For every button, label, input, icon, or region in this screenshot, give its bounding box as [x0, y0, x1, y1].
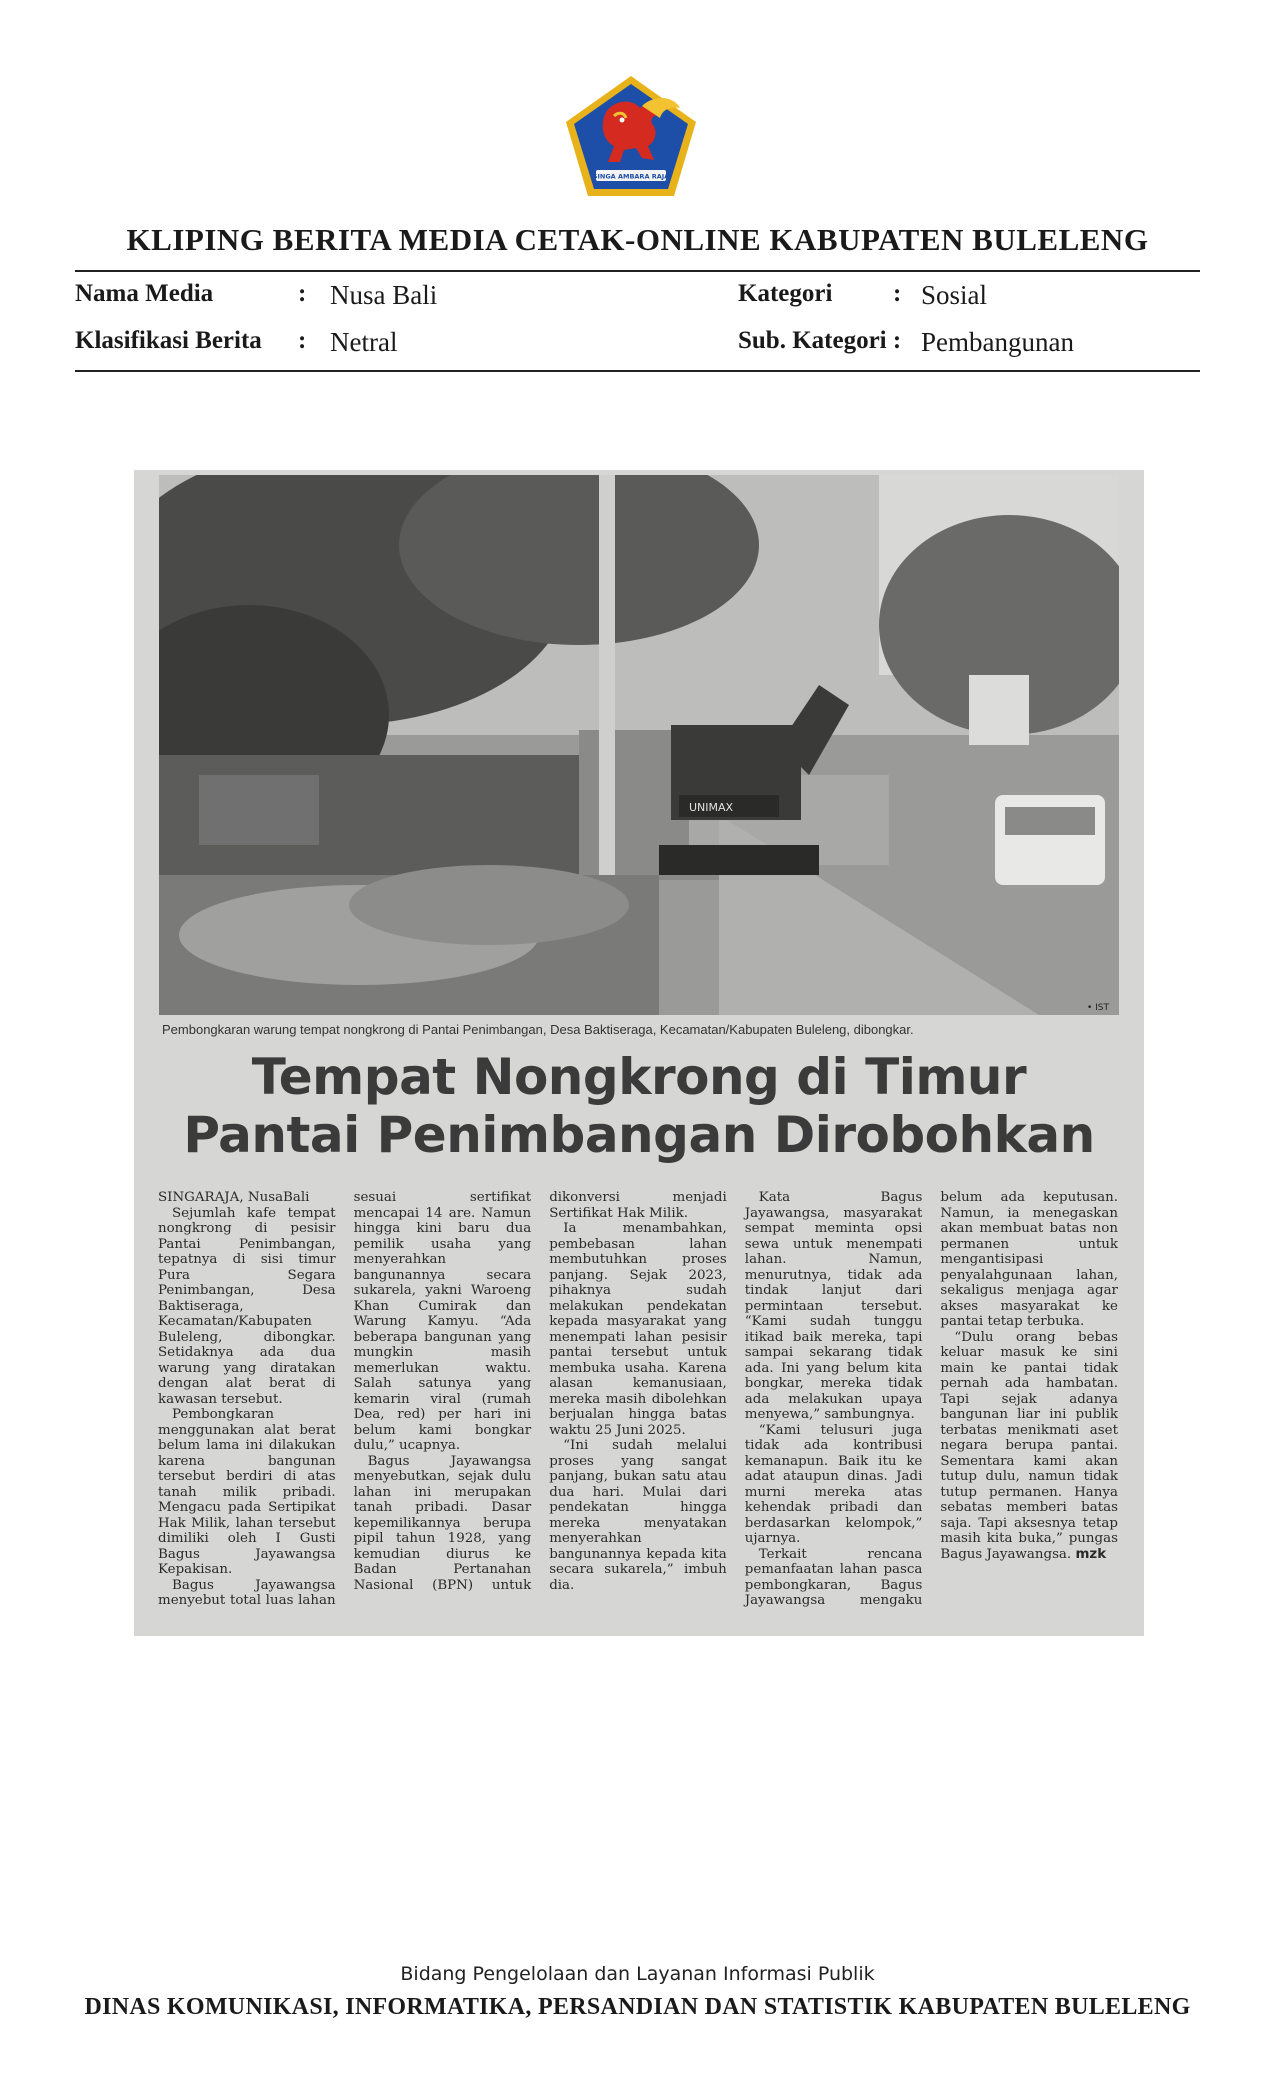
kategori-colon: :: [893, 280, 902, 307]
article-paragraph: “Ini sudah melalui proses yang sangat panjang, bukan satu atau dua hari. Mulai dari pendekatan hingga mereka menyatakan menyerahkan bangunannya kepada kita secara sukarela,” imbuh dia.: [549, 1438, 727, 1593]
nama-media-label: Nama Media: [75, 280, 214, 307]
header-rule-bottom: [75, 370, 1200, 372]
demolition-photo: [159, 475, 1119, 1015]
document-title: KLIPING BERITA MEDIA CETAK-ONLINE KABUPATEN BULELENG: [126, 222, 1149, 257]
article-paragraph: Kata Bagus Jayawangsa, masyarakat sempat meminta opsi sewa untuk menempati lahan. Namun, menurutnya, tidak ada tindak lanjut dari permintaan tersebut. “Kami sudah tunggu itikad baik mereka, tapi sampai sekarang tidak ada. Ini yang belum kita bongkar, mereka tidak ada melakukan upaya menyewa,” sambungnya.: [744, 1190, 923, 1422]
klasifikasi-value: Netral: [330, 327, 398, 357]
article-paragraph: Bagus Jayawangsa menyebut total luas lahan sesuai sertifikat mencapai 14 are. Namun hingga kini baru dua pemilik usaha yang menyerahkan bangunannya secara sukarela, yakni Waroeng Khan Cumirak dan Warung Kamyu. “Ada beberapa bangunan yang mungkin masih memerlukan waktu. Salah satunya yang kemarin viral (rumah Dea, red) per hari ini belum kami bongkar dulu,” ucapnya.: [158, 1190, 532, 1608]
kategori-value: Sosial: [921, 280, 988, 310]
nama-media-colon: :: [298, 280, 307, 307]
article-dateline: SINGARAJA, NusaBali: [158, 1190, 310, 1205]
article-paragraph: Terkait rencana pemanfaatan lahan pasca pembongkaran, Bagus Jayawangsa mengaku belum ada keputusan. Namun, ia menegaskan akan membuat batas non permanen untuk mengantisipasi penyalahgunaan lahan, sekaligus menjaga agar akses masyarakat ke pantai tetap terbuka.: [744, 1190, 1118, 1608]
article-paragraph: “Dulu orang bebas keluar masuk ke sini main ke pantai tidak pernah ada hambatan. Tapi sejak adanya bangunan liar ini publik terbatas menikmati aset negara berupa pantai. Sementara kami akan tutup dulu, namun tidak tutup permanen. Hanya sebatas memberi batas saja. Tapi aksesnya tetap masih kita buka,” pungas Bagus Jayawangsa. mzk: [940, 1329, 1118, 1562]
sub-kategori-label: Sub. Kategori :: [738, 327, 902, 354]
footer-agency: DINAS KOMUNIKASI, INFORMATIKA, PERSANDIAN DAN STATISTIK KABUPATEN BULELENG: [84, 1994, 1191, 2020]
excavator-brand: UNIMAX: [689, 801, 734, 814]
article-paragraph: Sejumlah kafe tempat nongkrong di pesisir Pantai Penimbangan, tepatnya di sisi timur Pura Segara Penimbangan, Desa Baktiseraga, Kecamatan/Kabupaten Buleleng, dibongkar. Setidaknya ada dua warung yang diratakan dengan alat berat di kawasan tersebut.: [158, 1205, 336, 1407]
footer-division: Bidang Pengelolaan dan Layanan Informasi Publik: [400, 1963, 875, 1985]
newspaper-clipping: [134, 470, 1144, 1636]
emblem-motto: SINGA AMBARA RAJA: [592, 172, 670, 181]
author-signature: mzk: [1075, 1546, 1107, 1562]
sub-kategori-value: Pembangunan: [921, 327, 1074, 357]
article-paragraph: Bagus Jayawangsa menyebutkan, sejak dulu lahan ini merupakan tanah pribadi. Dasar kepemilikannya berupa pipil tahun 1928, yang kemudian diurus ke Badan Pertanahan Nasional (BPN) untuk dikonversi menjadi Sertifikat Hak Milik.: [353, 1190, 727, 1593]
klasifikasi-label: Klasifikasi Berita: [75, 327, 262, 354]
photo-credit: • IST: [1086, 1003, 1109, 1013]
header-rule-top: [75, 270, 1200, 272]
buleleng-emblem-logo: [562, 72, 700, 200]
kategori-label: Kategori: [738, 280, 833, 307]
headline-line-1: Tempat Nongkrong di Timur: [251, 1048, 1027, 1106]
article-paragraph: “Kami telusuri juga tidak ada kontribusi kemanapun. Baik itu ke adat ataupun dinas. Jadi murni mereka atas kehendak pribadi dan berdasarkan kelompok,” ujarnya.: [744, 1422, 923, 1546]
article-paragraph: Pembongkaran menggunakan alat berat belum lama ini dilakukan karena bangunan tersebut berdiri di atas tanah milik pribadi. Mengacu pada Sertipikat Hak Milik, lahan tersebut dimiliki oleh I Gusti Bagus Jayawangsa Kepakisan.: [158, 1407, 336, 1577]
article-body: [158, 1190, 1118, 1620]
nama-media-value: Nusa Bali: [330, 280, 438, 310]
headline-line-2: Pantai Penimbangan Dirobohkan: [183, 1106, 1095, 1164]
klasifikasi-colon: :: [298, 327, 307, 354]
article-paragraph: Ia menambahkan, pembebasan lahan membutuhkan proses panjang. Sejak 2023, pihaknya sudah melakukan pendekatan kepada masyarakat yang menempati lahan pesisir pantai tersebut untuk membuka usaha. Karena alasan kemanusiaan, mereka masih dibolehkan berjualan hingga batas waktu 25 Juni 2025.: [549, 1221, 727, 1438]
photo-caption: Pembongkaran warung tempat nongkrong di Pantai Penimbangan, Desa Baktiseraga, Kecamatan/Kabupaten Buleleng, dibongkar.: [162, 1022, 914, 1037]
